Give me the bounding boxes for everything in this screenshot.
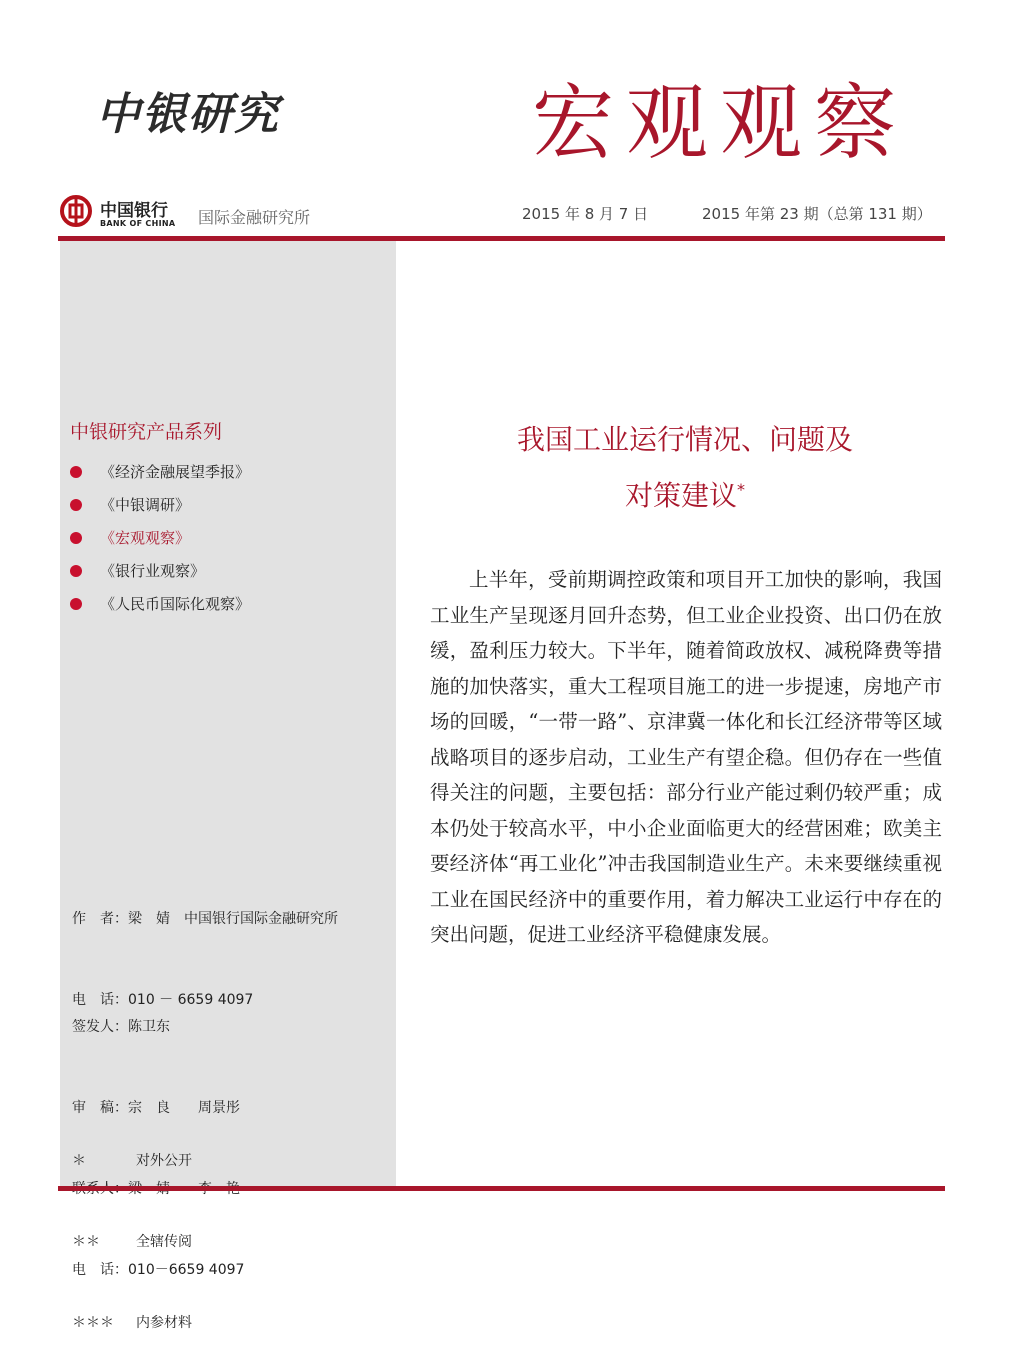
series-item-label: 《银行业观察》 (100, 562, 206, 580)
series-item-label: 《中银调研》 (100, 496, 191, 514)
contact-phone: 电 话：010－6659 4097 (72, 1262, 245, 1278)
article-summary: 上半年，受前期调控政策和项目开工加快的影响，我国工业生产呈现逐月回升态势，但工业企业投资、出口仍在放缓，盈利压力较大。下半年，随着简政放权、减税降费等措施的加快落实，重大工程项目施工的进一步提速，房地产市场的回暖，“一带一路”、京津冀一体化和长江经济带等区域战略项目的逐步启动，工业生产有望企稳。但仍存在一些值得关注的问题，主要包括：部分行业产能过剩仍较严重；成本仍处于较高水平，中小企业面临更大的经营困难；欧美主要经济体“再工业化”冲击我国制造业生产。未来要继续重视工业在国民经济中的重要作用，着力解决工业运行中存在的突出问题，促进工业经济平稳健康发展。 (430, 568, 942, 946)
bullet-icon (70, 598, 82, 610)
footnote-mark: * (737, 480, 745, 499)
article-title (430, 412, 940, 524)
level-mark: ＊＊＊ (72, 1315, 114, 1331)
issue-number: 2015 年第 23 期（总第 131 期） (702, 205, 932, 223)
series-item[interactable] (70, 455, 250, 488)
level-mark: ＊ (72, 1153, 86, 1169)
series-item[interactable] (70, 488, 250, 521)
bank-name-en: BANK OF CHINA (100, 219, 176, 228)
bank-name-cn: 中国银行 (100, 201, 168, 221)
level-label: 全辖传阅 (136, 1234, 192, 1250)
publish-date: 2015 年 8 月 7 日 (522, 205, 649, 223)
bottom-divider (58, 1186, 945, 1191)
series-item-label: 《宏观观察》 (100, 529, 191, 547)
level-label: 对外公开 (136, 1153, 192, 1169)
series-item[interactable] (70, 554, 250, 587)
brand-calligraphy: 中银研究 (96, 89, 280, 140)
signer-line: 签发人：陈卫东 (72, 1019, 170, 1035)
level-row (72, 1148, 192, 1175)
bank-of-china-logo-icon (60, 195, 92, 227)
author-phone: 电 话：010 － 6659 4097 (72, 992, 254, 1008)
series-title: 中银研究产品系列 (70, 421, 223, 443)
bullet-icon (70, 565, 82, 577)
series-item-active[interactable] (70, 521, 250, 554)
level-mark: ＊＊ (72, 1234, 100, 1250)
series-list (70, 455, 250, 620)
bullet-icon (70, 499, 82, 511)
author-line: 作 者：梁 婧 中国银行国际金融研究所 (72, 911, 338, 927)
reviewer-line: 审 稿：宗 良 周景彤 (72, 1100, 240, 1116)
level-label: 内参材料 (136, 1315, 192, 1331)
level-row (72, 1310, 192, 1337)
series-item[interactable] (70, 587, 250, 620)
level-row (72, 1229, 192, 1256)
publication-title: 宏观观察 (532, 76, 909, 171)
article-title-line2 (430, 468, 940, 524)
article-title-line1: 我国工业运行情况、问题及 (516, 423, 853, 456)
institute-name: 国际金融研究所 (198, 208, 311, 227)
bullet-icon (70, 532, 82, 544)
bullet-icon (70, 466, 82, 478)
series-item-label: 《人民币国际化观察》 (100, 595, 251, 613)
distribution-levels (72, 1094, 192, 1364)
article-title-text: 对策建议 (624, 479, 737, 512)
series-item-label: 《经济金融展望季报》 (100, 463, 251, 481)
